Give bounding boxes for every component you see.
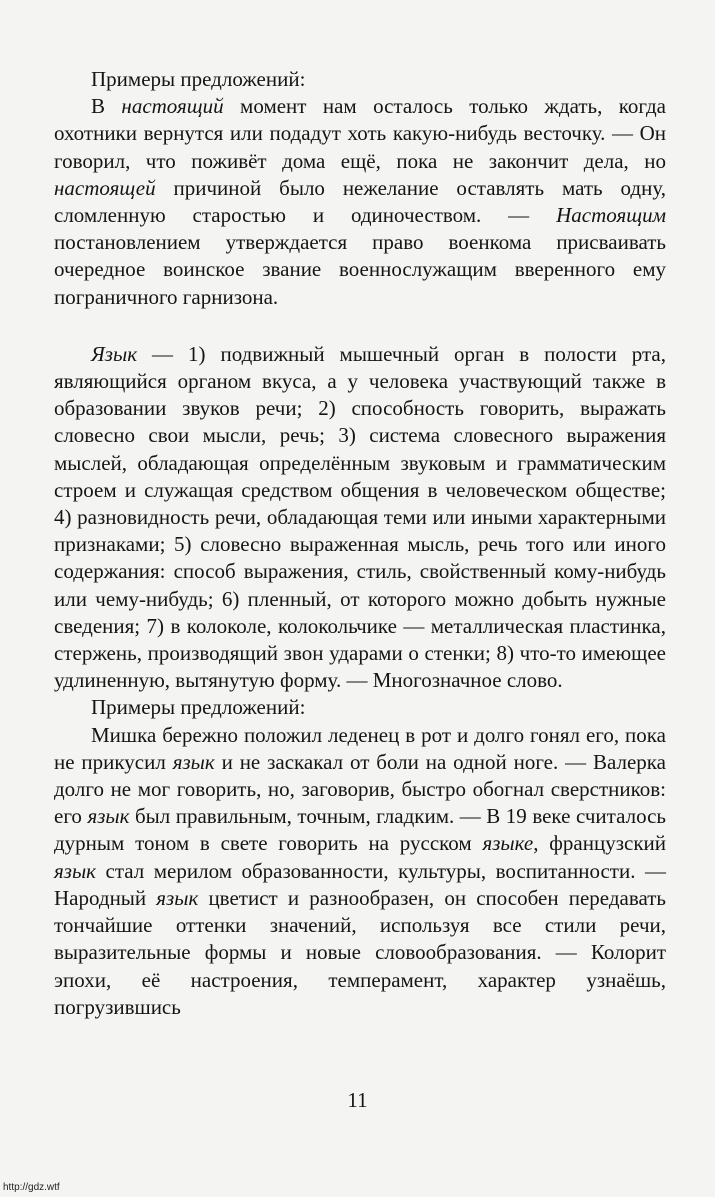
watermark-link[interactable]: http://gdz.wtf — [3, 1182, 60, 1193]
text-run-italic: язык — [172, 749, 215, 774]
text-run-italic: настоящий — [121, 94, 224, 119]
text-run: постановлением утверждается право военкома присваивать очередное воинское звание военнослужащим вверенного ему пограничного гарнизона. — [54, 230, 666, 309]
text-run: момент нам осталось только ждать, когда охотники вернутся или подадут хоть какую-нибудь весточку. — Он говорил, что поживёт дома ещё, пока не закончит дела, но — [54, 94, 666, 173]
text-run-italic: Настоящим — [556, 203, 666, 228]
text-run: , французский — [533, 831, 666, 856]
text-run: Мишка бережно положил леденец в рот и долго гонял его, пока не прикусил — [54, 722, 666, 774]
page-number: 11 — [347, 1088, 368, 1112]
examples-paragraph-2 — [54, 722, 666, 1021]
examples-heading-2: Примеры предложений: — [91, 695, 306, 720]
text-run-italic: язык — [156, 885, 199, 910]
text-run-italic: язык — [87, 804, 130, 829]
text-run-italic: настоящей — [54, 175, 156, 200]
section-gap — [54, 311, 666, 341]
page-body — [54, 66, 666, 1021]
text-run: стал мерилом образованности, культуры, воспитанности. — Народный — [54, 858, 666, 910]
text-run: был правильным, точным, гладким. — В 19 веке считалось дурным тоном в свете говорить на русском — [54, 804, 666, 856]
text-run: причиной было нежелание оставлять мать одну, сломленную старостью и одиночеством. — — [54, 175, 666, 228]
definition-text: — 1) подвижный мышечный орган в полости рта, являющийся органом вкуса, а у человека участвующий также в образовании звуков речи; 2) способность говорить, выражать словесно свои мысли, речь; 3) система словесного выражения мыслей, обладающая определённым звуковым и грамматическим строем и служащая средством общения в человеческом обществе; 4) разновидность речи, обладающая теми или иными характерными признаками; 5) словесно выраженная мысль, речь того или иного содержания: способ выражения, стиль, свойственный кому-нибудь или чему-нибудь; 6) пленный, от которого можно добыть нужные сведения; 7) в колоколе, колокольчике — металлическая пластинка, стержень, производящий звон ударами о стенки; 8) что-то имеющее удлиненную, вытянутую форму. — Многозначное слово. — [54, 341, 666, 693]
headword: Язык — [91, 341, 138, 366]
examples-paragraph-1 — [54, 93, 666, 311]
text-run-italic: язык — [54, 858, 96, 883]
text-run-italic: языке — [482, 831, 534, 856]
text-run: В — [91, 94, 122, 119]
definition-paragraph — [54, 341, 666, 695]
text-run: цветист и разнообразен, он способен передавать тончайшие оттенки значений, используя все стили речи, выразительные формы и новые словообразования. — Колорит эпохи, её настроения, темперамент, характер узнаёшь, погрузившись — [54, 885, 666, 1019]
examples-heading-1: Примеры предложений: — [91, 67, 306, 91]
text-run: и не заскакал от боли на одной ноге. — Валерка долго не мог говорить, но, заговорив, быстро обогнал сверстников: его — [54, 749, 666, 829]
